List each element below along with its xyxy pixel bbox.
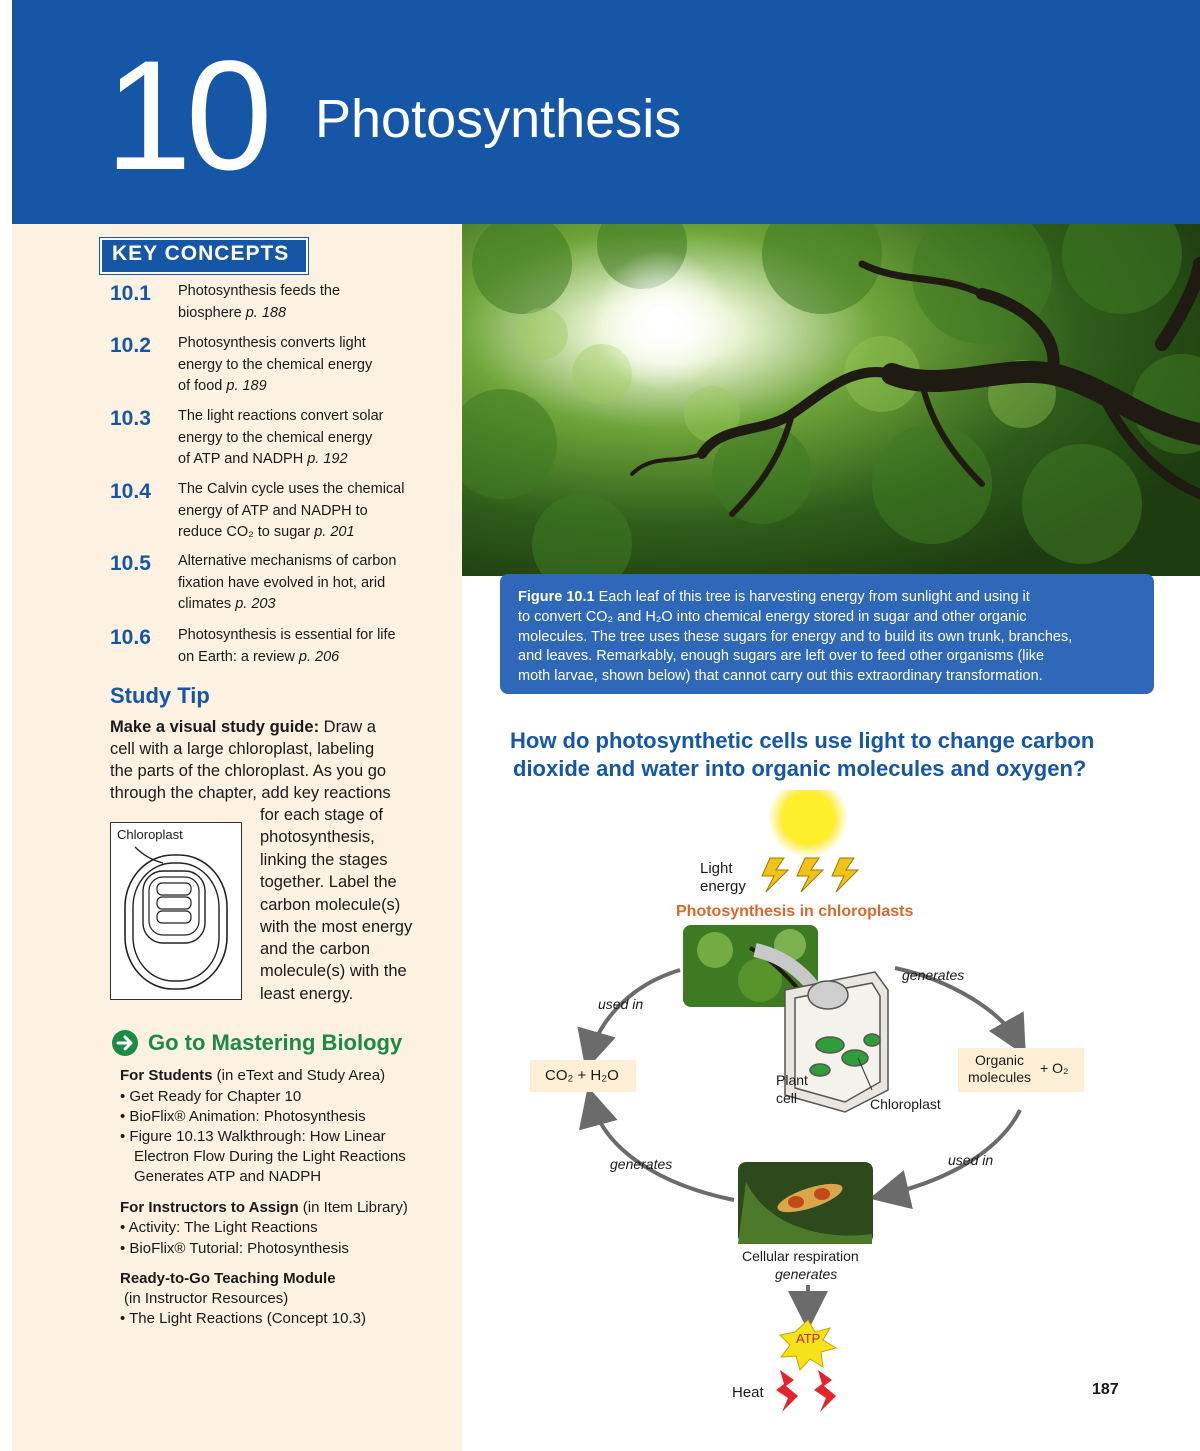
key-concept-number: 10.2 (110, 334, 151, 357)
key-concept-number: 10.3 (110, 407, 151, 430)
key-concept-text[interactable] (178, 551, 440, 616)
key-concept-line: Alternative mechanisms of carbon (178, 553, 397, 569)
light-energy-label: energy (700, 878, 746, 895)
caption-line: Figure 10.1 Each leaf of this tree is harvesting energy from sunlight and using it (518, 589, 1030, 605)
key-concept-line: energy to the chemical energy (178, 356, 373, 373)
oxygen-label: + O₂ (1040, 1060, 1069, 1076)
key-concept-line: fixation have evolved in hot, arid (178, 574, 386, 591)
key-concept-page: p. 188 (245, 304, 287, 321)
key-concept-text[interactable] (178, 333, 440, 398)
students-item[interactable]: • Get Ready for Chapter 10 (120, 1088, 302, 1105)
study-tip-line: the parts of the chloroplast. As you go (110, 762, 387, 780)
key-concept-line: climates (178, 596, 232, 612)
key-concept-line: of ATP and NADPH (178, 451, 304, 467)
photosynthesis-label: Photosynthesis in chloroplasts (676, 903, 914, 920)
chapter-title: Photosynthesis (315, 89, 682, 149)
study-tip-line: cell with a large chloroplast, labeling (110, 740, 375, 758)
study-tip-line: Make a visual study guide: Draw a (110, 718, 376, 736)
study-tip-heading: Study Tip (110, 683, 210, 708)
study-tip-line: for each stage of (260, 806, 383, 824)
students-heading-line: For Students (in eText and Study Area) (120, 1067, 386, 1084)
study-tip-line: through the chapter, add key reactions (110, 784, 391, 802)
atp-label: ATP (796, 1331, 821, 1346)
key-concept-line: Photosynthesis is essential for life (178, 627, 396, 643)
students-item[interactable]: • BioFlix® Animation: Photosynthesis (120, 1108, 366, 1125)
caption-line: moth larvae, shown below) that cannot carry out this extraordinary transformation. (518, 668, 1043, 684)
chloroplast-drawing (111, 823, 241, 999)
key-concept-number: 10.1 (110, 282, 151, 305)
key-concept-text[interactable] (178, 479, 440, 544)
key-concept-page: p. 201 (314, 524, 355, 540)
key-concept-number: 10.6 (110, 626, 151, 649)
light-energy-label: Light (700, 860, 733, 877)
chloroplast-label: Chloroplast (870, 1096, 941, 1112)
module-item: (in Instructor Resources) (124, 1290, 289, 1307)
focus-question-line1: How do photosynthetic cells use light to change carbon (510, 728, 1095, 753)
study-tip-line: carbon molecule(s) (260, 896, 401, 914)
used-in-label: used in (598, 996, 644, 1012)
study-tip-line: together. Label the (260, 873, 397, 891)
generates-label: generates (902, 967, 965, 983)
key-concept-text[interactable] (178, 625, 440, 668)
instructors-item[interactable]: • Activity: The Light Reactions (120, 1219, 318, 1236)
key-concept-line: The light reactions convert solar (178, 408, 384, 424)
study-tip-line: linking the stages (260, 851, 388, 869)
sketch-label: Chloroplast (117, 827, 183, 842)
heat-label: Heat (732, 1384, 764, 1401)
light-bolt-icon (832, 858, 858, 892)
students-item-cont: Generates ATP and NADPH (134, 1168, 322, 1185)
study-tip-line: molecule(s) with the (260, 962, 407, 980)
study-tip-line: photosynthesis, (260, 828, 375, 846)
light-bolt-icon (797, 858, 823, 892)
module-heading: Ready-to-Go Teaching Module (120, 1270, 336, 1287)
study-tip-line: with the most energy (260, 918, 413, 936)
chloroplast-sketch (110, 822, 242, 1000)
key-concept-text[interactable] (178, 406, 440, 471)
key-concept-page: p. 206 (298, 648, 340, 665)
key-concept-line: on Earth: a review (178, 648, 295, 665)
mastering-biology-link[interactable]: Go to Mastering Biology (148, 1030, 403, 1055)
plant-cell-label: Plant (776, 1072, 808, 1088)
module-item[interactable]: • The Light Reactions (Concept 10.3) (120, 1310, 366, 1327)
students-item-cont: Electron Flow During the Light Reactions (134, 1148, 406, 1165)
study-tip-line: and the carbon (260, 940, 371, 958)
key-concept-number: 10.5 (110, 552, 151, 575)
caption-line: to convert CO₂ and H₂O into chemical energy stored in sugar and other organic (518, 609, 1027, 625)
organic-molecules-label: Organic (975, 1052, 1025, 1068)
generates-label: generates (610, 1156, 673, 1172)
key-concept-line: of food (178, 378, 223, 394)
study-tip-line: least energy. (260, 985, 354, 1003)
caption-line: molecules. The tree uses these sugars for energy and to build its own trunk, branches, (518, 629, 1073, 645)
tree-canopy-photo (462, 224, 1200, 576)
key-concept-line: reduce CO₂ to sugar (178, 524, 311, 540)
key-concept-page: p. 192 (307, 451, 348, 467)
light-bolt-icon (762, 858, 788, 892)
key-concept-text[interactable] (178, 281, 440, 324)
key-concept-line: energy of ATP and NADPH to (178, 502, 368, 519)
students-item[interactable]: • Figure 10.13 Walkthrough: How Linear (120, 1128, 386, 1145)
generates-label: generates (775, 1266, 838, 1282)
key-concepts-label: KEY CONCEPTS (112, 242, 290, 265)
used-in-label: used in (948, 1152, 994, 1168)
arrow-right-icon (112, 1030, 138, 1056)
heat-bolt-icon (776, 1370, 798, 1412)
page-number: 187 (1092, 1381, 1119, 1398)
plant-cell-label: cell (776, 1090, 798, 1106)
key-concept-line: Photosynthesis feeds the (178, 283, 341, 299)
heat-bolt-icon (814, 1370, 836, 1412)
chapter-number: 10 (105, 29, 267, 203)
focus-question-line2: dioxide and water into organic molecules and oxygen? (513, 756, 1087, 781)
caption-line: and leaves. Remarkably, enough sugars are left over to feed other organisms (like (518, 648, 1045, 664)
key-concept-line: energy to the chemical energy (178, 429, 373, 446)
key-concept-page: p. 203 (235, 596, 276, 612)
study-tip-lead: Make a visual study guide: (110, 718, 320, 736)
instructors-heading-line: For Instructors to Assign (in Item Library) (120, 1199, 408, 1216)
co2-h2o-label: CO₂ + H₂O (545, 1067, 619, 1084)
cellular-respiration-label: Cellular respiration (742, 1248, 859, 1264)
key-concept-line: The Calvin cycle uses the chemical (178, 481, 405, 497)
figure-label: Figure 10.1 (518, 589, 595, 605)
key-concept-line: Photosynthesis converts light (178, 335, 366, 351)
key-concept-line: biosphere (178, 304, 242, 321)
organic-molecules-label: molecules (968, 1069, 1032, 1085)
key-concept-page: p. 189 (226, 378, 267, 394)
key-concept-number: 10.4 (110, 480, 151, 503)
instructors-item[interactable]: • BioFlix® Tutorial: Photosynthesis (120, 1240, 349, 1257)
